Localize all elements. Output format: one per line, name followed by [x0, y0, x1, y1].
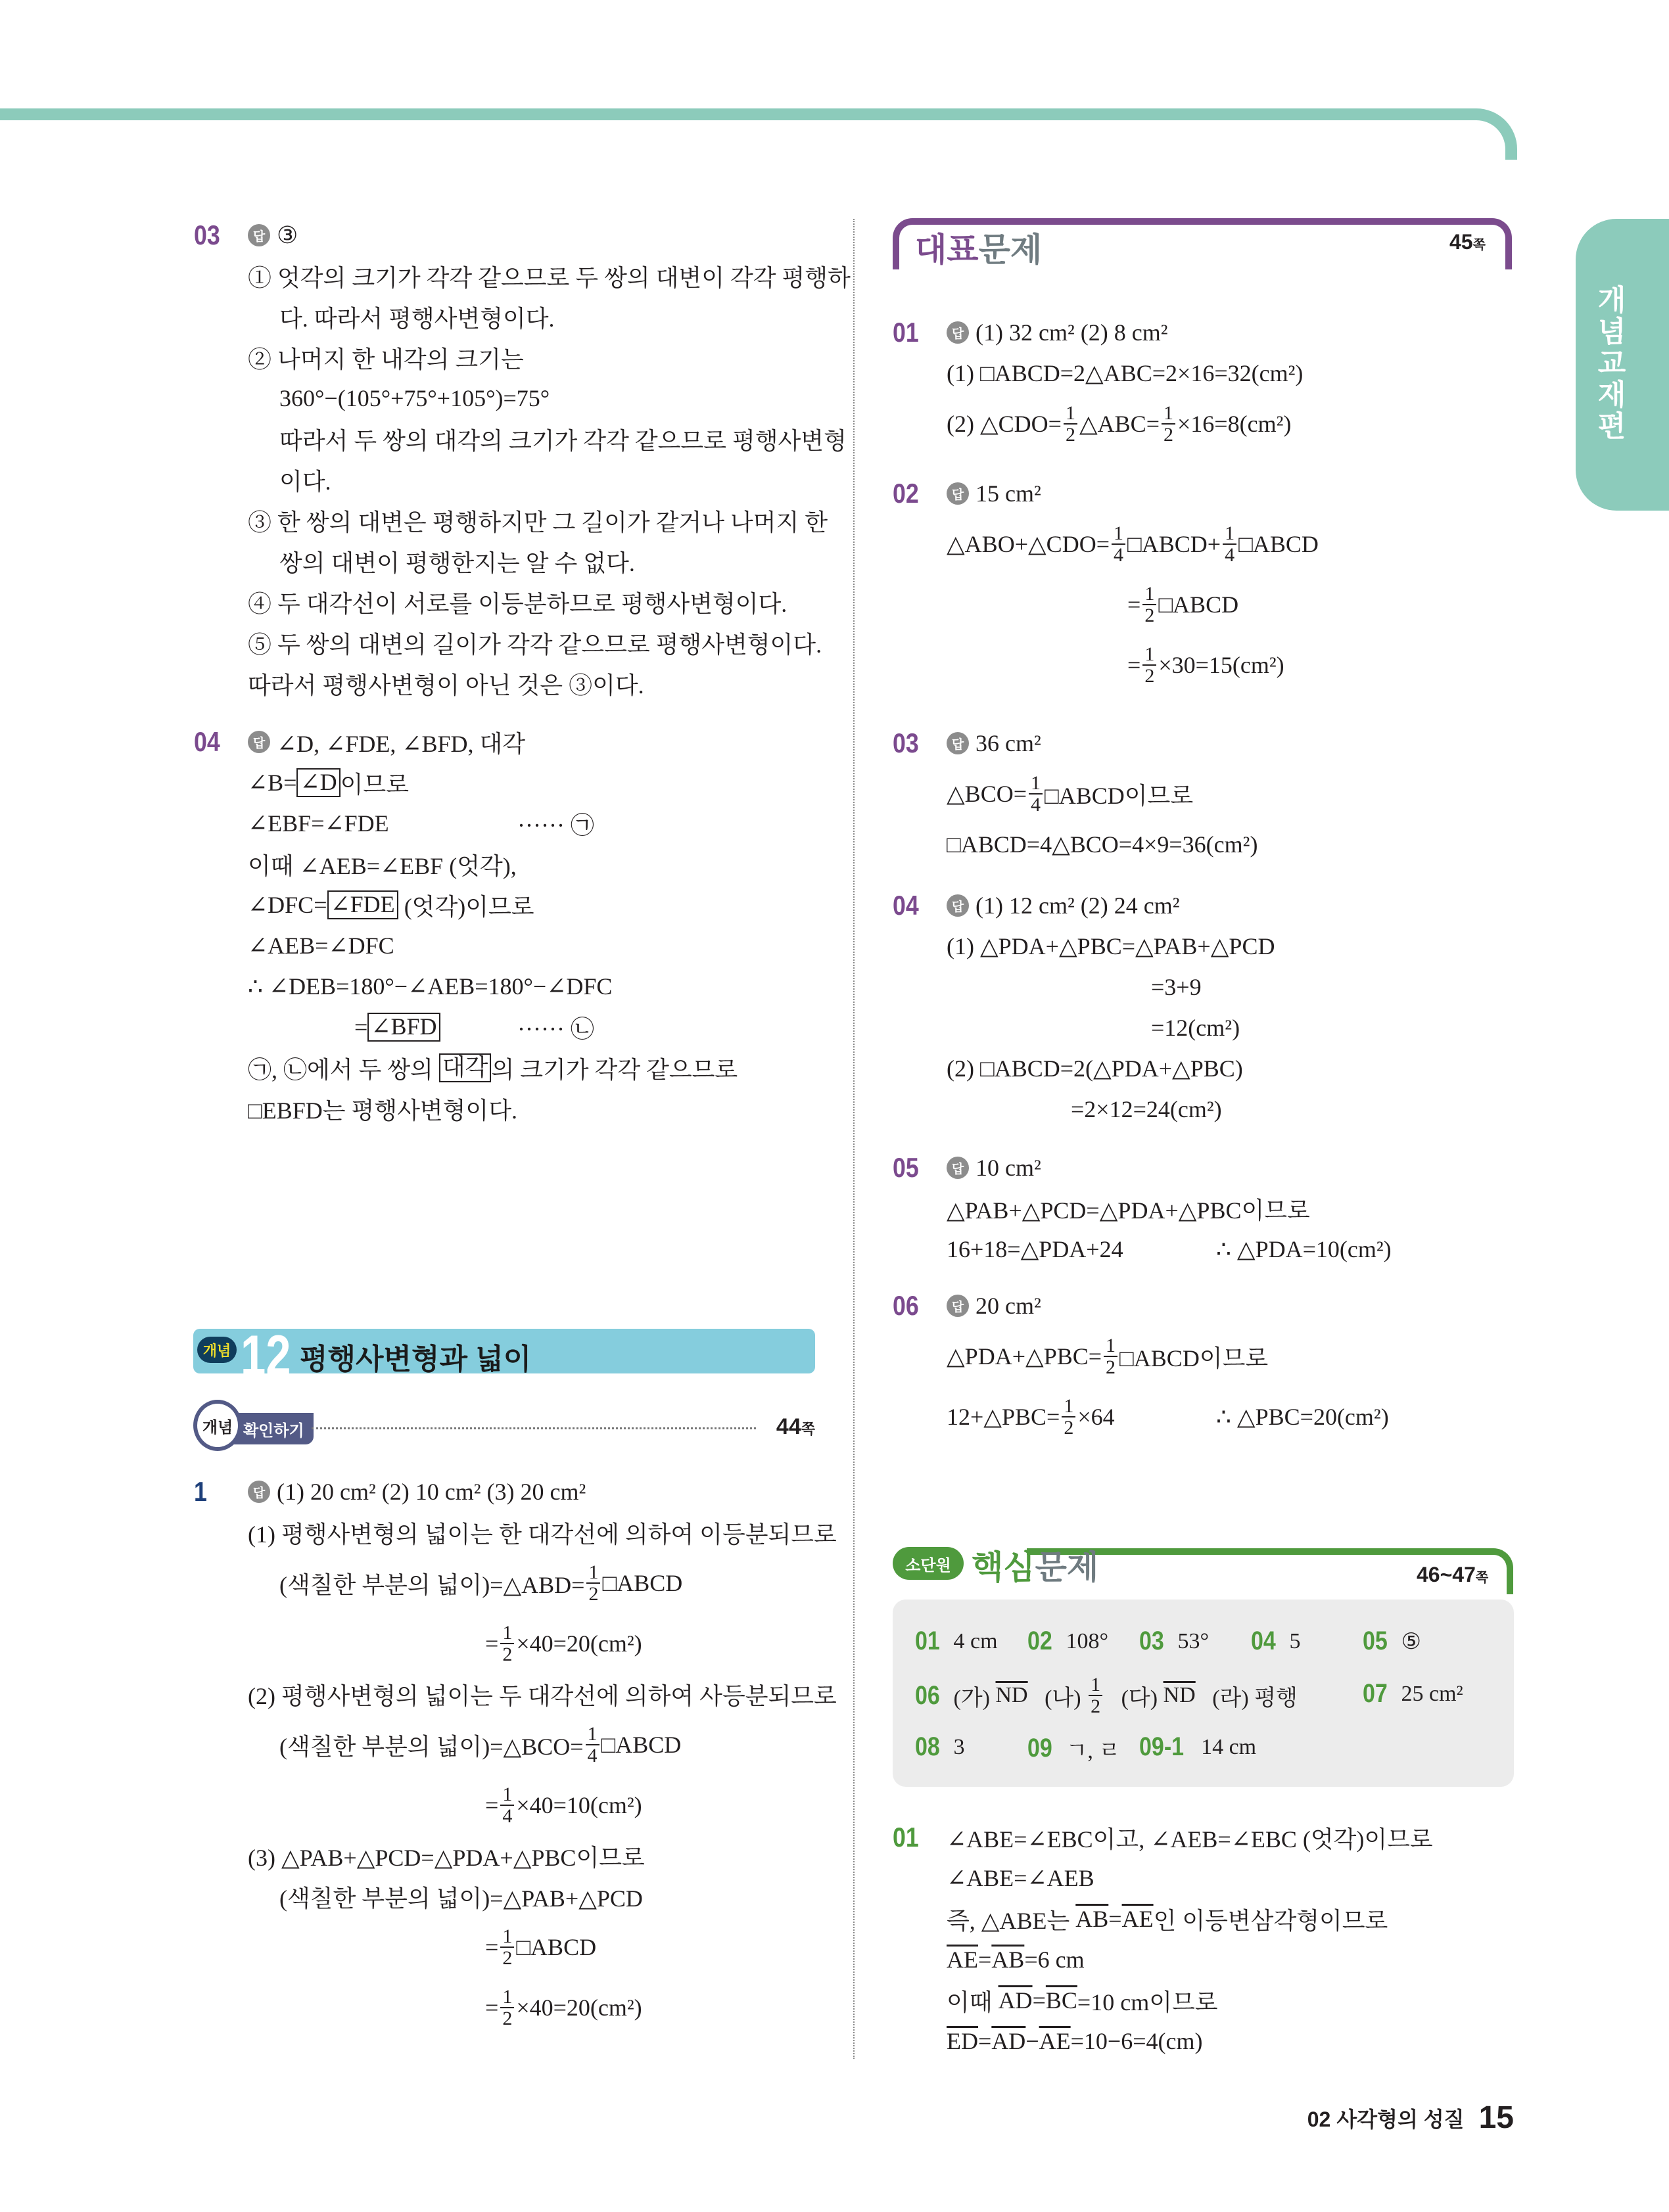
problem-number: 09	[1027, 1734, 1052, 1763]
solution-line	[194, 419, 847, 459]
text: 즉, △ABE는	[947, 1907, 1076, 1934]
text: =2×12=24(cm²)	[1071, 1096, 1222, 1122]
problem-number: 06	[893, 1290, 919, 1321]
fraction	[500, 1926, 514, 1969]
text: 16+18=△PDA+24	[947, 1236, 1123, 1262]
solution-line	[893, 1980, 1524, 2021]
fraction	[1064, 403, 1077, 446]
denominator: 2	[1065, 424, 1075, 446]
solution-line	[194, 762, 825, 803]
solution-line	[194, 541, 825, 582]
rep-problem-04	[893, 885, 1524, 1130]
chapter-title: 02 사각형의 성질	[1307, 2107, 1465, 2131]
segment-notation: $\overline{AB}$	[1075, 1906, 1109, 1932]
solution-line	[194, 1835, 825, 1876]
denominator: 2	[502, 1947, 513, 1969]
solution-line	[893, 764, 1524, 824]
text: ∠EBF=∠FDE	[248, 810, 389, 837]
answer-badge-icon: 답	[947, 894, 969, 917]
solution-line	[194, 1715, 825, 1775]
text: 360°−(105°+75°+105°)=75°	[279, 385, 550, 411]
answer-badge-icon: 답	[947, 732, 969, 754]
denominator: 2	[1144, 665, 1155, 687]
text: 12+△PBC=	[947, 1404, 1060, 1430]
problem-03	[194, 215, 851, 704]
fraction	[500, 1987, 514, 2029]
top-decorative-bar	[0, 108, 1517, 160]
answer: ③	[277, 222, 298, 248]
text: △ABO+△CDO=	[947, 531, 1110, 557]
text: =	[978, 2028, 992, 2054]
subunit-badge: 소단원	[893, 1547, 964, 1580]
problem-number: 02	[1027, 1626, 1052, 1655]
solution-line	[893, 574, 1524, 635]
solution-line	[893, 1089, 1524, 1130]
segment-notation: $\overline{ND}$	[1163, 1683, 1196, 1707]
numerator: 1	[586, 1562, 600, 1584]
solution-line	[893, 353, 1524, 394]
solution-line	[194, 1917, 825, 1977]
text: □ABCD	[1158, 591, 1239, 618]
solution-line	[194, 663, 825, 704]
text: ㉠, ㉡에서 두 쌍의	[248, 1056, 439, 1083]
denominator: 2	[1091, 1695, 1101, 1717]
text: (1) △PDA+△PBC=△PAB+△PCD	[947, 933, 1275, 959]
numerator: 1	[586, 1724, 599, 1746]
text: =	[1127, 652, 1141, 678]
text: 25 cm²	[1401, 1681, 1463, 1706]
problem-number: 09-1	[1139, 1732, 1185, 1761]
segment-notation: $\overline{AE}$	[1121, 1906, 1154, 1932]
text: (2) △CDO=	[947, 411, 1062, 437]
solution-line	[893, 1188, 1524, 1229]
text: □ABCD이므로	[1119, 1345, 1269, 1371]
text: 이므로	[340, 771, 409, 798]
fraction	[1104, 1335, 1117, 1378]
text: ∠DFC=	[248, 892, 327, 918]
solution-line	[893, 824, 1524, 865]
text: =3+9	[1151, 974, 1202, 1000]
solution-line	[194, 1553, 825, 1613]
text: =10 cm이므로	[1077, 1989, 1218, 2016]
answer: 10 cm²	[976, 1155, 1041, 1181]
numerator: 1	[1104, 1335, 1117, 1358]
solution-line	[893, 1007, 1524, 1048]
solution-line	[194, 296, 825, 337]
segment-notation: $\overline{AD}$	[998, 1987, 1033, 2014]
text: (1) 평행사변형의 넓이는 한 대각선에 의하여 이등분되므로	[248, 1521, 837, 1548]
dotted-leader	[312, 1427, 756, 1429]
text: □ABCD	[516, 1934, 597, 1960]
text: 쌍의 대변이 평행한지는 알 수 없다.	[279, 549, 635, 576]
text: ④ 두 대각선이 서로를 이등분하므로 평행사변형이다.	[248, 590, 787, 617]
text: △PDA+△PBC=	[947, 1343, 1102, 1370]
column-divider	[853, 219, 855, 2059]
text: ×30=15(cm²)	[1158, 652, 1284, 678]
answer-badge-icon: 답	[248, 224, 270, 246]
text: 이때	[947, 1989, 999, 2016]
problem-number: 03	[893, 727, 919, 758]
core-problem-01	[893, 1817, 1524, 2062]
text: (2) 평행사변형의 넓이는 두 대각선에 의하여 사등분되므로	[248, 1682, 837, 1709]
text: ×16=8(cm²)	[1177, 411, 1292, 437]
problem-number: 01	[915, 1626, 940, 1655]
answer-badge-icon: 답	[947, 482, 969, 505]
page-number: 15	[1478, 2100, 1514, 2135]
text: 14 cm	[1201, 1734, 1257, 1759]
core-page: 46~47쪽	[1417, 1563, 1489, 1586]
core-answer	[1027, 1732, 1120, 1764]
text: ∴ ∠DEB=180°−∠AEB=180°−∠DFC	[248, 973, 613, 1000]
segment-notation: $\overline{AE}$	[1039, 2028, 1071, 2054]
numerator: 1	[1162, 403, 1175, 425]
solution-line	[893, 926, 1524, 967]
answer-badge-icon: 답	[947, 1295, 969, 1317]
fraction	[1142, 644, 1156, 687]
denominator: 2	[1106, 1356, 1116, 1378]
text: =10−6=4(cm)	[1070, 2028, 1203, 2054]
solution-line	[893, 1858, 1524, 1899]
equation-tag: ∴ △PDA=10(cm²)	[1216, 1236, 1392, 1262]
rep-problem-01	[893, 312, 1524, 454]
text: ∠ABE=∠AEB	[947, 1865, 1094, 1891]
text: □ABCD이므로	[1045, 782, 1194, 809]
concept-title: 평행사변형과 넓이	[300, 1343, 532, 1375]
solution-line	[194, 1674, 837, 1715]
text: □ABCD	[1238, 531, 1319, 557]
problem-1	[194, 1471, 837, 2038]
segment-notation: $\overline{ED}$	[947, 2028, 978, 2054]
text: △BCO=	[947, 781, 1027, 807]
core-answer	[915, 1669, 1298, 1722]
text: ∠B=	[248, 770, 297, 796]
fraction	[1112, 523, 1125, 566]
answer: 36 cm²	[976, 730, 1041, 756]
denominator: 2	[1064, 1417, 1074, 1439]
text: 다. 따라서 평행사변형이다.	[279, 305, 555, 332]
problem-number: 04	[893, 890, 919, 921]
problem-number: 05	[1363, 1626, 1388, 1655]
problem-number: 01	[893, 1822, 919, 1853]
core-answer	[915, 1732, 965, 1762]
answer: (1) 12 cm² (2) 24 cm²	[976, 892, 1180, 919]
numerator: 1	[500, 1623, 514, 1645]
text: ×40=20(cm²)	[516, 1630, 642, 1657]
text: =6 cm	[1024, 1947, 1085, 1973]
solution-line	[194, 803, 825, 844]
core-answer	[1139, 1626, 1209, 1656]
representative-title: 대표문제	[915, 231, 1043, 268]
numerator: 1	[500, 1926, 514, 1948]
problem-number: 04	[1251, 1626, 1276, 1655]
denominator: 2	[502, 2008, 513, 2029]
text: 인 이등변삼각형이므로	[1153, 1907, 1388, 1934]
text: −	[1025, 2028, 1039, 2054]
text: ③ 한 쌍의 대변은 평행하지만 그 길이가 같거나 나머지 한	[248, 509, 828, 536]
solution-line	[893, 1229, 1524, 1270]
core-answer	[1139, 1732, 1256, 1762]
rep-problem-05	[893, 1147, 1524, 1270]
problem-number: 04	[194, 726, 220, 757]
text: ② 나머지 한 내각의 크기는	[248, 346, 524, 373]
representative-page: 45쪽	[1449, 230, 1486, 254]
segment-notation: $\overline{AE}$	[947, 1947, 978, 1973]
text: 5	[1289, 1628, 1301, 1653]
text: ∠AEB=∠DFC	[248, 933, 394, 959]
solution-line	[194, 844, 825, 885]
fraction	[1062, 1396, 1075, 1439]
solution-line	[194, 256, 851, 296]
answer-badge-icon: 답	[248, 1481, 270, 1503]
text: (가)	[953, 1686, 996, 1711]
denominator: 2	[1144, 605, 1155, 626]
problem-04	[194, 722, 825, 1129]
numerator: 1	[1112, 523, 1125, 545]
core-answer	[1363, 1626, 1421, 1656]
denominator: 2	[1164, 424, 1173, 446]
text: =	[485, 1630, 499, 1657]
problem-number: 03	[1139, 1626, 1164, 1655]
concept-circle-label: 개념	[193, 1400, 242, 1451]
text: =	[1127, 591, 1141, 618]
segment-notation: $\overline{BC}$	[1045, 1987, 1077, 2014]
solution-line	[194, 337, 825, 378]
text: (나)	[1027, 1686, 1087, 1711]
text: □ABCD+	[1127, 531, 1221, 557]
numerator: 1	[1223, 523, 1236, 545]
solution-line	[194, 1007, 825, 1048]
core-answer	[1251, 1626, 1301, 1656]
text: =	[354, 1014, 368, 1040]
text: (색칠한 부분의 넓이)=△PAB+△PCD	[279, 1885, 643, 1912]
denominator: 4	[1031, 794, 1041, 816]
numerator: 1	[1142, 644, 1156, 666]
text: ⑤	[1401, 1629, 1421, 1654]
numerator: 1	[1029, 773, 1043, 795]
text: =	[978, 1947, 992, 1973]
numerator: 1	[1062, 1396, 1075, 1418]
side-tab-label: 개념교재편	[1593, 285, 1625, 442]
answer: 20 cm²	[976, 1293, 1041, 1319]
text: □EBFD는 평행사변형이다.	[248, 1097, 517, 1124]
denominator: 2	[502, 1644, 513, 1665]
segment-notation: $\overline{AD}$	[991, 2028, 1026, 2054]
solution-line	[893, 394, 1524, 454]
denominator: 4	[502, 1805, 513, 1827]
solution-line	[893, 1326, 1524, 1387]
solution-line	[893, 967, 1524, 1007]
fraction	[500, 1784, 514, 1827]
numerator: 1	[500, 1784, 514, 1807]
solution-line	[893, 1048, 1524, 1089]
solution-line	[194, 1088, 825, 1129]
answer: ∠D, ∠FDE, ∠BFD, 대각	[277, 730, 526, 757]
text: ⑤ 두 쌍의 대변의 길이가 각각 같으므로 평행사변형이다.	[248, 631, 822, 658]
concept-number: 12	[241, 1324, 291, 1387]
blank-answer-box: ∠BFD	[367, 1013, 440, 1042]
check-label: 확인하기	[230, 1413, 314, 1444]
text: (엇각)이므로	[398, 893, 534, 920]
solution-line	[194, 1775, 825, 1835]
solution-line	[194, 1512, 837, 1553]
problem-number: 01	[893, 317, 919, 348]
denominator: 4	[1225, 544, 1235, 566]
text: □ABCD	[601, 1732, 682, 1758]
core-title: 핵심문제	[972, 1549, 1099, 1586]
problem-number: 1	[194, 1476, 207, 1507]
blank-answer-box: ∠D	[296, 768, 340, 797]
answer-badge-icon: 답	[947, 1157, 969, 1179]
segment-notation: $\overline{AB}$	[991, 1947, 1025, 1973]
fraction	[1223, 523, 1236, 566]
equation-tag: ······ ㉠	[517, 812, 594, 839]
denominator: 2	[588, 1583, 599, 1605]
numerator: 1	[1142, 584, 1156, 606]
answer: (1) 32 cm² (2) 8 cm²	[976, 319, 1168, 346]
solution-line	[194, 622, 825, 663]
solution-line	[893, 1387, 1524, 1447]
problem-number: 08	[915, 1732, 940, 1761]
text: ① 엇각의 크기가 각각 같으므로 두 쌍의 대변이 각각 평행하	[248, 264, 851, 291]
page-footer	[1307, 2100, 1514, 2136]
fraction	[1142, 584, 1156, 626]
text: 4 cm	[953, 1628, 998, 1653]
text: 이다.	[279, 468, 331, 495]
concept-check-header	[193, 1400, 815, 1452]
fraction	[586, 1724, 599, 1766]
solution-line	[893, 514, 1524, 574]
text: 이때 ∠AEB=∠EBF (엇각),	[248, 852, 517, 879]
text: 108°	[1066, 1628, 1109, 1653]
solution-line	[194, 1048, 825, 1088]
solution-line	[893, 1939, 1524, 1980]
numerator: 1	[500, 1987, 514, 2009]
solution-line	[194, 925, 825, 966]
numerator: 1	[1089, 1674, 1102, 1697]
solution-line	[194, 1876, 825, 1917]
solution-line	[194, 459, 825, 500]
text: (2) □ABCD=2(△PDA+△PBC)	[947, 1055, 1243, 1082]
fraction	[500, 1623, 514, 1665]
concept-badge: 개념	[197, 1337, 237, 1363]
text: =	[485, 1994, 499, 2021]
text: ×40=20(cm²)	[516, 1994, 642, 2021]
text: ×40=10(cm²)	[516, 1792, 642, 1818]
text: (색칠한 부분의 넓이)=△ABD=	[279, 1571, 585, 1598]
text: □ABCD	[602, 1570, 683, 1596]
equation-tag: ∴ △PBC=20(cm²)	[1216, 1404, 1389, 1430]
segment-notation: $\overline{ND}$	[995, 1683, 1028, 1707]
text: □ABCD=4△BCO=4×9=36(cm²)	[947, 831, 1258, 858]
solution-line	[194, 966, 825, 1007]
blank-answer-box: 대각	[439, 1053, 492, 1082]
core-answer	[1363, 1679, 1463, 1709]
solution-line	[194, 582, 825, 622]
text: △PAB+△PCD=△PDA+△PBC이므로	[947, 1197, 1310, 1224]
answer-badge-icon: 답	[947, 321, 969, 344]
text: (1) □ABCD=2△ABC=2×16=32(cm²)	[947, 360, 1304, 386]
text: =12(cm²)	[1151, 1015, 1240, 1041]
rep-problem-06	[893, 1285, 1524, 1447]
answer: (1) 20 cm² (2) 10 cm² (3) 20 cm²	[277, 1479, 586, 1505]
text: (라) 평행	[1195, 1686, 1298, 1711]
text: (색칠한 부분의 넓이)=△BCO=	[279, 1733, 584, 1760]
rep-problem-02	[893, 473, 1524, 695]
problem-number: 06	[915, 1680, 940, 1710]
text: =	[485, 1934, 499, 1960]
text: 따라서 두 쌍의 대각의 크기가 각각 같으므로 평행사변형	[279, 427, 847, 454]
fraction	[1029, 773, 1043, 816]
problem-number: 05	[893, 1152, 919, 1183]
text: ∠ABE=∠EBC이고, ∠AEB=∠EBC (엇각)이므로	[947, 1826, 1433, 1853]
text: =	[1032, 1987, 1046, 2014]
solution-line	[194, 1613, 825, 1674]
solution-line	[194, 1977, 825, 2038]
text: △ABC=	[1079, 411, 1160, 437]
text: (다)	[1104, 1686, 1164, 1711]
fraction	[586, 1562, 600, 1605]
solution-line	[893, 2021, 1524, 2062]
equation-tag: ······ ㉡	[517, 1015, 594, 1042]
problem-number: 02	[893, 478, 919, 509]
text: 따라서 평행사변형이 아닌 것은 ③이다.	[248, 672, 644, 699]
numerator: 1	[1064, 403, 1077, 425]
text: (3) △PAB+△PCD=△PDA+△PBC이므로	[248, 1844, 645, 1871]
denominator: 4	[1114, 544, 1123, 566]
text: ㄱ, ㄹ	[1066, 1739, 1121, 1763]
text: =	[485, 1792, 499, 1818]
problem-number: 03	[194, 219, 220, 250]
solution-line	[194, 378, 825, 419]
fraction	[1162, 403, 1175, 446]
answer-badge-icon: 답	[248, 731, 270, 753]
text: =	[1108, 1906, 1122, 1932]
solution-line	[893, 635, 1524, 695]
solution-line	[194, 500, 828, 541]
core-answer	[1027, 1626, 1108, 1656]
solution-line	[893, 1817, 1433, 1858]
text: ×64	[1077, 1404, 1115, 1430]
fraction	[1089, 1674, 1102, 1717]
answer: 15 cm²	[976, 480, 1041, 507]
side-tab	[1576, 219, 1669, 511]
problem-number: 07	[1363, 1679, 1388, 1708]
solution-line	[893, 1899, 1524, 1939]
text: 53°	[1177, 1628, 1210, 1653]
core-answer	[915, 1626, 998, 1656]
concept-section-header	[193, 1324, 815, 1387]
denominator: 4	[587, 1745, 598, 1766]
blank-answer-box: ∠FDE	[327, 890, 398, 919]
rep-problem-03	[893, 723, 1524, 865]
text: 3	[953, 1734, 965, 1759]
text: 의 크기가 각각 같으므로	[491, 1056, 738, 1083]
solution-line	[194, 885, 825, 925]
page-reference: 44쪽	[776, 1414, 815, 1439]
